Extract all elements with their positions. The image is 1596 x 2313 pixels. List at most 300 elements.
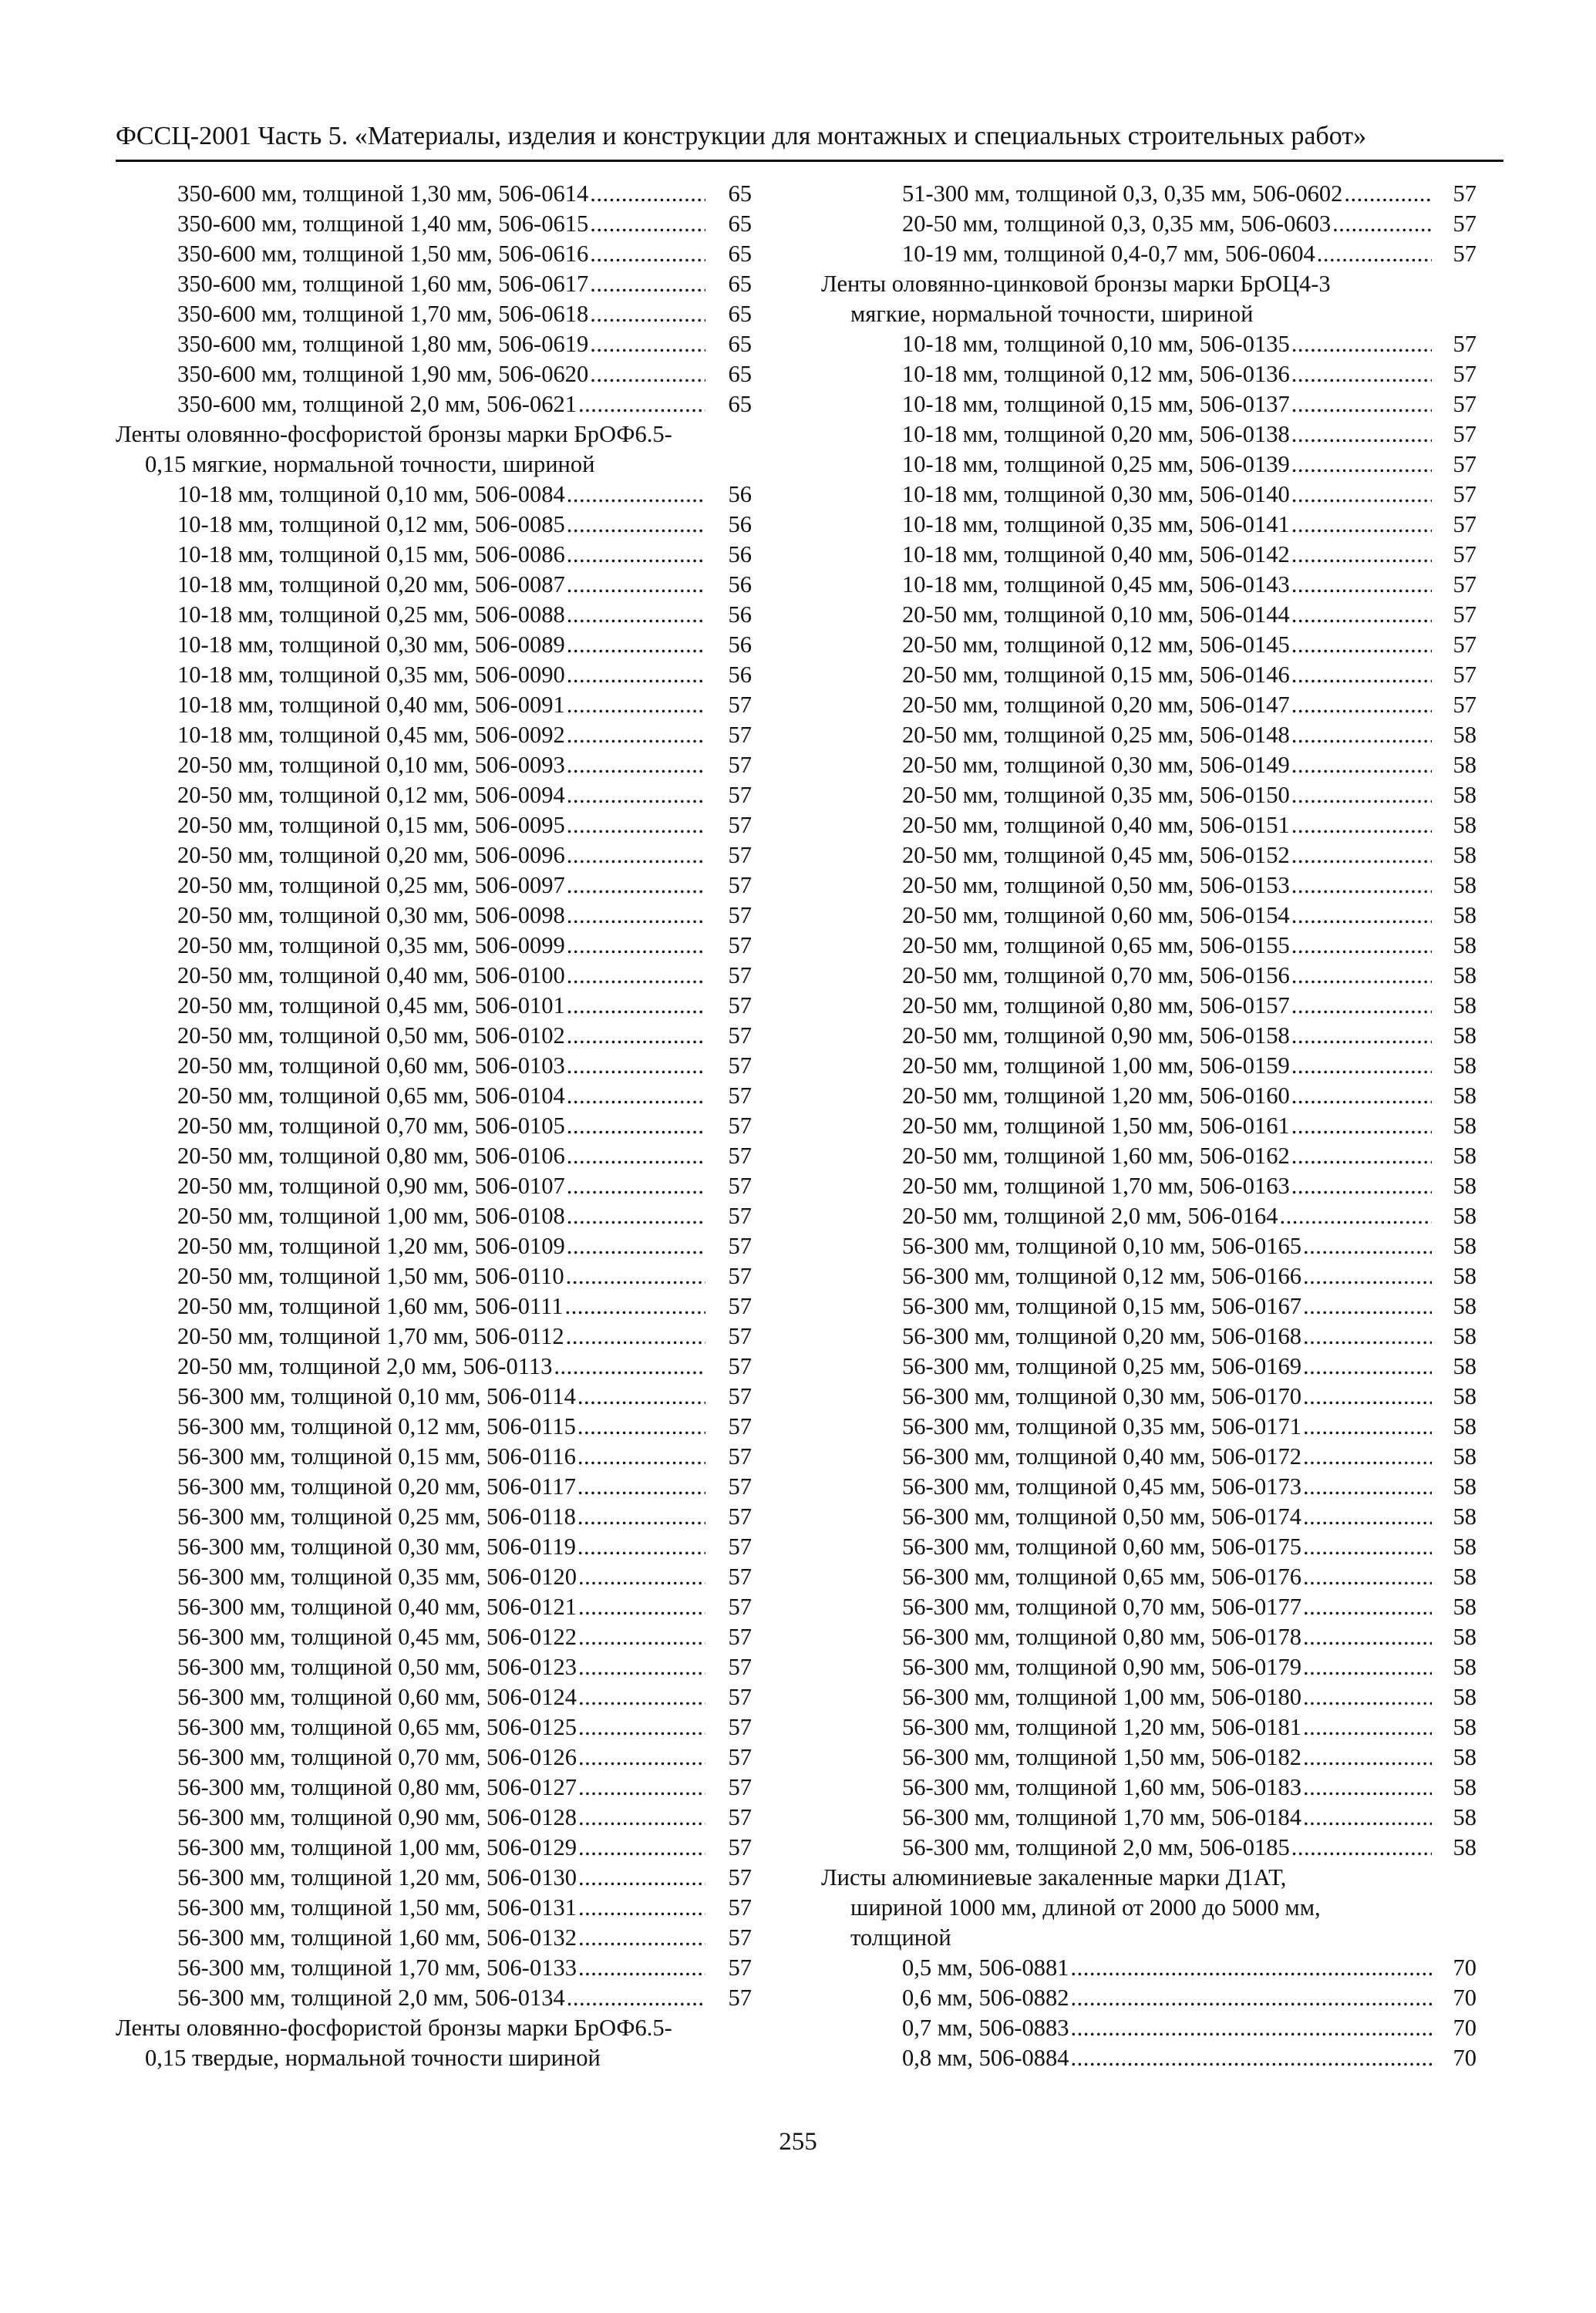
entry-page: 58 [1453, 1473, 1476, 1500]
entry-label: 20-50 мм, толщиной 1,20 мм, 506-0109 [177, 1233, 565, 1259]
index-entry [116, 329, 752, 359]
dot-leader [567, 720, 705, 750]
index-entry [821, 1352, 1476, 1382]
entry-page: 58 [1453, 932, 1476, 958]
entry-page: 70 [1453, 2045, 1476, 2071]
index-entry [821, 810, 1476, 840]
entry-page: 57 [728, 1774, 752, 1800]
entry-page: 58 [1453, 1203, 1476, 1229]
dot-leader [1291, 1021, 1432, 1051]
entry-label: 20-50 мм, толщиной 1,70 мм, 506-0112 [177, 1323, 564, 1349]
dot-leader [567, 1021, 705, 1051]
dot-leader [590, 179, 705, 209]
dot-leader [1303, 1712, 1432, 1742]
index-entry [116, 1502, 752, 1532]
index-entry [821, 690, 1476, 720]
index-entry [821, 780, 1476, 810]
entry-label: 56-300 мм, толщиной 1,20 мм, 506-0130 [177, 1864, 577, 1890]
entry-page: 57 [728, 992, 752, 1018]
entry-page: 57 [1453, 511, 1476, 537]
index-entry [116, 269, 752, 299]
dot-leader [1291, 1111, 1432, 1141]
dot-leader [566, 1321, 705, 1352]
entry-page: 70 [1453, 1985, 1476, 2011]
dot-leader [1291, 389, 1432, 419]
index-entry [116, 630, 752, 660]
entry-label: 20-50 мм, толщиной 0,20 мм, 506-0096 [177, 842, 565, 868]
dot-leader [577, 1442, 705, 1472]
dot-leader [1291, 810, 1432, 840]
dot-leader [567, 1231, 705, 1261]
dot-leader [567, 480, 705, 510]
index-entry [821, 359, 1476, 389]
dot-leader [577, 1412, 705, 1442]
dot-leader [1303, 1291, 1432, 1321]
dot-leader [578, 1773, 705, 1803]
entry-page: 58 [1453, 782, 1476, 808]
index-entry [821, 1081, 1476, 1111]
entry-label: 10-18 мм, толщиной 0,15 мм, 506-0137 [902, 391, 1290, 417]
entry-label: 56-300 мм, толщиной 0,90 мм, 506-0179 [902, 1654, 1301, 1680]
entry-page: 58 [1453, 1353, 1476, 1379]
entry-page: 58 [1453, 1654, 1476, 1680]
dot-leader [567, 690, 705, 720]
entry-label: 56-300 мм, толщиной 1,60 мм, 506-0132 [177, 1924, 577, 1951]
group-heading-brof-hard: Ленты оловянно-фосфористой бронзы марки БрОФ6.5- [116, 2015, 672, 2041]
entry-label: 20-50 мм, толщиной 0,10 мм, 506-0144 [902, 601, 1290, 628]
entry-label: 10-19 мм, толщиной 0,4-0,7 мм, 506-0604 [902, 241, 1315, 267]
dot-leader [1291, 600, 1432, 630]
index-entry [821, 329, 1476, 359]
group-heading-brof-hard-cont: 0,15 твердые, нормальной точности шириной [145, 2045, 601, 2071]
entry-page: 57 [728, 1022, 752, 1049]
entry-page: 58 [1453, 1594, 1476, 1620]
left-entries-a [116, 179, 752, 419]
index-entry [116, 1291, 752, 1321]
dot-leader [578, 1652, 705, 1682]
entry-label: 20-50 мм, толщиной 1,60 мм, 506-0111 [177, 1293, 564, 1319]
index-entry [116, 510, 752, 540]
entry-page: 57 [728, 1684, 752, 1710]
entry-label: 10-18 мм, толщиной 0,35 мм, 506-0141 [902, 511, 1290, 537]
dot-leader [578, 1682, 705, 1712]
entry-label: 56-300 мм, толщиной 0,65 мм, 506-0176 [902, 1564, 1301, 1590]
entry-page: 57 [1453, 481, 1476, 507]
entry-page: 58 [1453, 1263, 1476, 1289]
entry-label: 56-300 мм, толщиной 0,12 мм, 506-0166 [902, 1263, 1301, 1289]
index-entry [821, 1502, 1476, 1532]
entry-label: 20-50 мм, толщиной 1,50 мм, 506-0110 [177, 1263, 564, 1289]
entry-page: 57 [728, 722, 752, 748]
index-entry [821, 1442, 1476, 1472]
dot-leader [1291, 1171, 1432, 1201]
dot-leader [577, 1502, 705, 1532]
entry-page: 57 [1453, 601, 1476, 628]
index-entry [821, 1021, 1476, 1051]
dot-leader [567, 991, 705, 1021]
index-entry [821, 1382, 1476, 1412]
index-entry [116, 1261, 752, 1291]
entry-label: 10-18 мм, толщиной 0,10 мм, 506-0084 [177, 481, 565, 507]
index-entry [821, 750, 1476, 780]
dot-leader [1303, 1592, 1432, 1622]
index-entry [116, 1171, 752, 1201]
dot-leader [1291, 840, 1432, 870]
entry-label: 350-600 мм, толщиной 1,40 мм, 506-0615 [177, 210, 589, 237]
entry-page: 57 [728, 1082, 752, 1109]
entry-label: 350-600 мм, толщиной 1,30 мм, 506-0614 [177, 180, 589, 207]
entry-page: 58 [1453, 842, 1476, 868]
entry-label: 56-300 мм, толщиной 1,00 мм, 506-0180 [902, 1684, 1301, 1710]
dot-leader [1303, 1622, 1432, 1652]
entry-label: 56-300 мм, толщиной 0,60 мм, 506-0175 [902, 1534, 1301, 1560]
entry-page: 57 [728, 1624, 752, 1650]
entry-page: 70 [1453, 2015, 1476, 2041]
entry-page: 57 [1453, 451, 1476, 477]
index-entry [116, 1472, 752, 1502]
index-entry [116, 389, 752, 419]
left-entries-b [116, 480, 752, 2013]
entry-page: 57 [728, 1143, 752, 1169]
index-entry [821, 1291, 1476, 1321]
entry-page: 65 [728, 391, 752, 417]
entry-label: 20-50 мм, толщиной 0,20 мм, 506-0147 [902, 692, 1290, 718]
dot-leader [1303, 1682, 1432, 1712]
entry-page: 58 [1453, 752, 1476, 778]
index-entry [116, 570, 752, 600]
index-entry [116, 600, 752, 630]
dot-leader [1291, 991, 1432, 1021]
entry-page: 58 [1453, 902, 1476, 928]
dot-leader [1303, 1472, 1432, 1502]
entry-page: 70 [1453, 1954, 1476, 1981]
dot-leader [567, 961, 705, 991]
dot-leader [590, 329, 705, 359]
entry-label: 56-300 мм, толщиной 1,50 мм, 506-0131 [177, 1894, 577, 1921]
index-entry [116, 239, 752, 269]
index-entry [821, 1953, 1476, 1983]
running-header: ФССЦ-2001 Часть 5. «Материалы, изделия и конструкции для монтажных и специальных строительных работ» [116, 122, 1367, 150]
entry-label: 20-50 мм, толщиной 0,50 мм, 506-0153 [902, 872, 1290, 898]
index-entry [821, 991, 1476, 1021]
entry-page: 56 [728, 571, 752, 598]
dot-leader [1303, 1382, 1432, 1412]
dot-leader [1291, 961, 1432, 991]
dot-leader [1303, 1652, 1432, 1682]
dot-leader [567, 1081, 705, 1111]
entry-page: 57 [1453, 241, 1476, 267]
dot-leader [1291, 630, 1432, 660]
index-entry [116, 1803, 752, 1833]
index-entry [821, 660, 1476, 690]
entry-page: 57 [728, 1594, 752, 1620]
entry-label: 56-300 мм, толщиной 0,50 мм, 506-0123 [177, 1654, 577, 1680]
index-entry [116, 1773, 752, 1803]
dot-leader [1071, 2013, 1432, 2043]
right-entries-b [821, 329, 1476, 1863]
entry-label: 20-50 мм, толщиной 0,40 мм, 506-0100 [177, 962, 565, 988]
entry-page: 57 [728, 1113, 752, 1139]
group-heading-brof-soft: Ленты оловянно-фосфористой бронзы марки БрОФ6.5- [116, 421, 672, 447]
index-entry [116, 1382, 752, 1412]
index-entry [821, 870, 1476, 901]
index-entry [116, 991, 752, 1021]
dot-leader [578, 1953, 705, 1983]
entry-label: 20-50 мм, толщиной 0,50 мм, 506-0102 [177, 1022, 565, 1049]
entry-page: 57 [728, 1534, 752, 1560]
dot-leader [567, 901, 705, 931]
entry-page: 58 [1453, 1022, 1476, 1049]
entry-page: 57 [728, 932, 752, 958]
entry-label: 56-300 мм, толщиной 0,12 мм, 506-0115 [177, 1413, 576, 1439]
dot-leader [567, 1111, 705, 1141]
dot-leader [1071, 1953, 1432, 1983]
dot-leader [578, 1592, 705, 1622]
entry-page: 57 [728, 1413, 752, 1439]
dot-leader [1291, 780, 1432, 810]
entry-label: 56-300 мм, толщиной 0,80 мм, 506-0127 [177, 1774, 577, 1800]
entry-page: 58 [1453, 872, 1476, 898]
index-entry [116, 1081, 752, 1111]
entry-label: 10-18 мм, толщиной 0,30 мм, 506-0140 [902, 481, 1290, 507]
entry-page: 58 [1453, 1714, 1476, 1740]
entry-page: 57 [728, 1564, 752, 1590]
entry-page: 65 [728, 180, 752, 207]
entry-page: 57 [728, 1443, 752, 1470]
dot-leader [1317, 239, 1432, 269]
entry-page: 58 [1453, 1173, 1476, 1199]
dot-leader [1291, 870, 1432, 901]
entry-page: 58 [1453, 812, 1476, 838]
dot-leader [567, 870, 705, 901]
index-entry [116, 1321, 752, 1352]
index-entry [821, 1261, 1476, 1291]
index-entry [116, 1111, 752, 1141]
entry-page: 58 [1453, 1774, 1476, 1800]
index-entry [116, 1021, 752, 1051]
entry-label: 0,5 мм, 506-0881 [902, 1954, 1069, 1981]
dot-leader [1303, 1442, 1432, 1472]
right-column [821, 179, 1476, 2073]
entry-page: 57 [1453, 361, 1476, 387]
entry-label: 20-50 мм, толщиной 0,45 мм, 506-0152 [902, 842, 1290, 868]
entry-label: 56-300 мм, толщиной 0,40 мм, 506-0172 [902, 1443, 1301, 1470]
index-entry [821, 600, 1476, 630]
dot-leader [1291, 720, 1432, 750]
index-entry [116, 1412, 752, 1442]
entry-page: 57 [728, 1353, 752, 1379]
entry-label: 20-50 мм, толщиной 0,65 мм, 506-0104 [177, 1082, 565, 1109]
entry-label: 350-600 мм, толщиной 1,60 мм, 506-0617 [177, 271, 589, 297]
entry-page: 57 [728, 1924, 752, 1951]
dot-leader [1332, 209, 1432, 239]
index-entry [821, 1201, 1476, 1231]
dot-leader [567, 510, 705, 540]
index-entry [821, 389, 1476, 419]
dot-leader [578, 1622, 705, 1652]
index-entry [821, 179, 1476, 209]
entry-page: 56 [728, 601, 752, 628]
dot-leader [567, 1201, 705, 1231]
index-entry [821, 2013, 1476, 2043]
entry-page: 57 [728, 872, 752, 898]
group-heading-brots: Ленты оловянно-цинковой бронзы марки БрОЦ4-3 [821, 271, 1331, 297]
entry-label: 20-50 мм, толщиной 0,80 мм, 506-0106 [177, 1143, 565, 1169]
entry-label: 20-50 мм, толщиной 0,30 мм, 506-0098 [177, 902, 565, 928]
entry-page: 57 [728, 962, 752, 988]
group-heading-brof-soft-cont: 0,15 мягкие, нормальной точности, шириной [145, 451, 595, 477]
index-entry [821, 1562, 1476, 1592]
entry-page: 58 [1453, 1082, 1476, 1109]
entry-label: 56-300 мм, толщиной 0,10 мм, 506-0114 [177, 1383, 576, 1409]
entry-page: 57 [1453, 421, 1476, 447]
entry-label: 56-300 мм, толщиной 0,10 мм, 506-0165 [902, 1233, 1301, 1259]
entry-label: 56-300 мм, толщиной 0,15 мм, 506-0116 [177, 1443, 576, 1470]
entry-page: 57 [728, 1654, 752, 1680]
entry-label: 56-300 мм, толщиной 0,90 мм, 506-0128 [177, 1804, 577, 1830]
dot-leader [1303, 1261, 1432, 1291]
dot-leader [578, 1923, 705, 1953]
index-entry [116, 1352, 752, 1382]
group-heading-d1at: Листы алюминиевые закаленные марки Д1АТ, [821, 1864, 1287, 1890]
right-entries-c [821, 1953, 1476, 2073]
index-entry [821, 1231, 1476, 1261]
entry-label: 20-50 мм, толщиной 1,20 мм, 506-0160 [902, 1082, 1290, 1109]
index-entry [116, 810, 752, 840]
entry-label: 56-300 мм, толщиной 0,35 мм, 506-0120 [177, 1564, 577, 1590]
entry-page: 58 [1453, 1744, 1476, 1770]
index-entry [116, 1201, 752, 1231]
dot-leader [1291, 419, 1432, 449]
group-heading-brots-cont: мягкие, нормальной точности, шириной [850, 301, 1254, 327]
entry-page: 57 [728, 1052, 752, 1079]
dot-leader [1303, 1352, 1432, 1382]
dot-leader [1303, 1532, 1432, 1562]
entry-page: 57 [728, 1383, 752, 1409]
entry-label: 20-50 мм, толщиной 0,35 мм, 506-0150 [902, 782, 1290, 808]
index-entry [821, 1592, 1476, 1622]
entry-label: 350-600 мм, толщиной 2,0 мм, 506-0621 [177, 391, 577, 417]
index-entry [116, 1953, 752, 1983]
entry-label: 56-300 мм, толщиной 0,40 мм, 506-0121 [177, 1594, 577, 1620]
entry-page: 57 [728, 1173, 752, 1199]
entry-label: 20-50 мм, толщиной 2,0 мм, 506-0164 [902, 1203, 1278, 1229]
entry-label: 20-50 мм, толщиной 0,15 мм, 506-0146 [902, 662, 1290, 688]
index-entry [116, 840, 752, 870]
dot-leader [567, 600, 705, 630]
index-entry [821, 1532, 1476, 1562]
index-entry [821, 1472, 1476, 1502]
dot-leader [1291, 931, 1432, 961]
index-entry [116, 480, 752, 510]
index-entry [821, 931, 1476, 961]
dot-leader [1291, 660, 1432, 690]
entry-label: 0,6 мм, 506-0882 [902, 1985, 1069, 2011]
entry-page: 57 [728, 1293, 752, 1319]
index-entry [116, 1893, 752, 1923]
group-heading-d1at-cont2: толщиной [850, 1924, 951, 1951]
entry-label: 20-50 мм, толщиной 1,70 мм, 506-0163 [902, 1173, 1290, 1199]
entry-label: 20-50 мм, толщиной 1,00 мм, 506-0108 [177, 1203, 565, 1229]
entry-label: 56-300 мм, толщиной 0,20 мм, 506-0168 [902, 1323, 1301, 1349]
dot-leader [1291, 359, 1432, 389]
dot-leader [578, 1562, 705, 1592]
index-entry [821, 1983, 1476, 2013]
entry-page: 57 [728, 1894, 752, 1921]
dot-leader [590, 359, 705, 389]
index-entry [821, 1712, 1476, 1742]
dot-leader [1303, 1231, 1432, 1261]
entry-label: 56-300 мм, толщиной 1,60 мм, 506-0183 [902, 1774, 1301, 1800]
entry-page: 57 [728, 842, 752, 868]
dot-leader [1291, 570, 1432, 600]
dot-leader [1291, 1051, 1432, 1081]
dot-leader [567, 1051, 705, 1081]
entry-page: 57 [1453, 631, 1476, 658]
dot-leader [578, 389, 705, 419]
index-entry [821, 1773, 1476, 1803]
index-entry [821, 570, 1476, 600]
entry-page: 57 [728, 1203, 752, 1229]
entry-label: 56-300 мм, толщиной 0,50 мм, 506-0174 [902, 1503, 1301, 1530]
index-entry [116, 870, 752, 901]
entry-label: 20-50 мм, толщиной 2,0 мм, 506-0113 [177, 1353, 553, 1379]
entry-page: 57 [1453, 571, 1476, 598]
entry-page: 57 [1453, 662, 1476, 688]
entry-label: 10-18 мм, толщиной 0,45 мм, 506-0092 [177, 722, 565, 748]
entry-label: 10-18 мм, толщиной 0,45 мм, 506-0143 [902, 571, 1290, 598]
dot-leader [1291, 510, 1432, 540]
entry-page: 65 [728, 301, 752, 327]
entry-label: 20-50 мм, толщиной 0,70 мм, 506-0156 [902, 962, 1290, 988]
entry-page: 57 [728, 1263, 752, 1289]
entry-page: 56 [728, 631, 752, 658]
entry-label: 56-300 мм, толщиной 0,70 мм, 506-0126 [177, 1744, 577, 1770]
entry-label: 350-600 мм, толщиной 1,80 мм, 506-0619 [177, 331, 589, 357]
entry-page: 58 [1453, 722, 1476, 748]
index-entry [821, 1682, 1476, 1712]
entry-label: 10-18 мм, толщиной 0,25 мм, 506-0139 [902, 451, 1290, 477]
dot-leader [578, 1742, 705, 1773]
entry-page: 56 [728, 511, 752, 537]
entry-label: 10-18 мм, толщиной 0,15 мм, 506-0086 [177, 541, 565, 567]
index-entry [116, 209, 752, 239]
entry-page: 58 [1453, 1804, 1476, 1830]
entry-label: 56-300 мм, толщиной 1,70 мм, 506-0184 [902, 1804, 1301, 1830]
entry-page: 57 [728, 782, 752, 808]
entry-page: 58 [1453, 1293, 1476, 1319]
entry-page: 57 [728, 752, 752, 778]
index-entry [821, 1412, 1476, 1442]
entry-page: 57 [728, 902, 752, 928]
entry-label: 10-18 мм, толщиной 0,20 мм, 506-0087 [177, 571, 565, 598]
dot-leader [590, 299, 705, 329]
entry-label: 20-50 мм, толщиной 1,50 мм, 506-0161 [902, 1113, 1290, 1139]
index-entry [821, 209, 1476, 239]
entry-label: 56-300 мм, толщиной 2,0 мм, 506-0134 [177, 1985, 565, 2011]
left-column [116, 179, 752, 2073]
index-entry [116, 1652, 752, 1682]
dot-leader [567, 660, 705, 690]
index-entry [116, 1742, 752, 1773]
entry-page: 57 [728, 1233, 752, 1259]
entry-page: 58 [1453, 1052, 1476, 1079]
entry-label: 20-50 мм, толщиной 0,35 мм, 506-0099 [177, 932, 565, 958]
index-entry [116, 901, 752, 931]
dot-leader [567, 1983, 705, 2013]
index-entry [116, 1923, 752, 1953]
index-entry [821, 901, 1476, 931]
